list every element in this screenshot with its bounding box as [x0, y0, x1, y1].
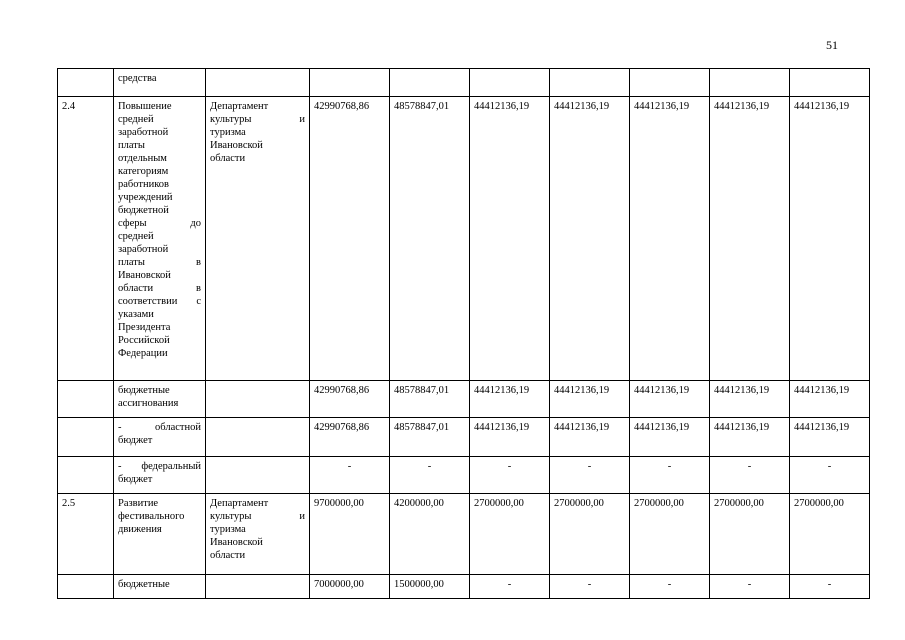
cell-amount: - [790, 457, 870, 494]
cell-amount [550, 69, 630, 97]
cell-amount: 48578847,01 [390, 97, 470, 381]
table-row [58, 457, 870, 494]
department-line: Департамент [210, 498, 269, 509]
table-row [58, 97, 870, 381]
name-line: учреждений [118, 192, 173, 203]
cell-item-name [114, 69, 206, 97]
cell-amount: 44412136,19 [710, 97, 790, 381]
table-row [58, 575, 870, 599]
cell-department [206, 494, 310, 575]
cell-amount: - [710, 575, 790, 599]
name-line: - областной [118, 422, 201, 433]
cell-amount: 48578847,01 [390, 381, 470, 418]
table-row [58, 494, 870, 575]
cell-amount: - [470, 457, 550, 494]
name-line: платы в [118, 257, 201, 268]
name-line: фестивального [118, 511, 185, 522]
cell-amount: - [470, 575, 550, 599]
name-line: - федеральный [118, 461, 201, 472]
name-line: ассигнования [118, 398, 179, 409]
name-line: заработной [118, 244, 169, 255]
cell-amount [390, 69, 470, 97]
cell-amount: 44412136,19 [550, 381, 630, 418]
department-line: области [210, 153, 246, 164]
cell-item-name [114, 97, 206, 381]
name-line: указами [118, 309, 154, 320]
cell-amount: - [630, 575, 710, 599]
cell-amount: 9700000,00 [310, 494, 390, 575]
name-line: отдельным [118, 153, 167, 164]
name-line: бюджет [118, 474, 153, 485]
name-line: Развитие [118, 498, 159, 509]
department-line: туризма [210, 127, 246, 138]
cell-item-number: 2.5 [58, 494, 114, 575]
cell-item-name [114, 457, 206, 494]
name-line: бюджет [118, 435, 153, 446]
cell-amount: 2700000,00 [630, 494, 710, 575]
cell-amount: 2700000,00 [550, 494, 630, 575]
page-number: 51 [826, 38, 838, 52]
table-row [58, 418, 870, 457]
name-line: Президента [118, 322, 171, 333]
cell-amount: 44412136,19 [550, 418, 630, 457]
cell-item-number [58, 418, 114, 457]
name-line: движения [118, 524, 162, 535]
department-line: Департамент [210, 101, 269, 112]
cell-amount: 42990768,86 [310, 418, 390, 457]
cell-amount: 44412136,19 [790, 97, 870, 381]
department-line: Ивановской [210, 537, 263, 548]
table-row [58, 69, 870, 97]
name-line: Федерации [118, 348, 168, 359]
cell-department [206, 418, 310, 457]
name-line: бюджетной [118, 205, 169, 216]
name-line: Российской [118, 335, 170, 346]
cell-department [206, 575, 310, 599]
cell-amount: - [710, 457, 790, 494]
department-line: области [210, 550, 246, 561]
cell-amount: 44412136,19 [710, 381, 790, 418]
department-line: культуры и [210, 114, 305, 125]
name-line: средней [118, 231, 154, 242]
cell-amount: 44412136,19 [470, 97, 550, 381]
name-line: средней [118, 114, 154, 125]
cell-amount: 44412136,19 [630, 381, 710, 418]
budget-table [57, 68, 870, 599]
table-row [58, 381, 870, 418]
cell-amount: 44412136,19 [790, 418, 870, 457]
department-line: Ивановской [210, 140, 263, 151]
cell-amount: 44412136,19 [630, 97, 710, 381]
name-line: бюджетные [118, 579, 170, 590]
name-line: Повышение [118, 101, 172, 112]
cell-item-number [58, 69, 114, 97]
cell-amount: 44412136,19 [470, 381, 550, 418]
cell-amount [470, 69, 550, 97]
cell-amount: 44412136,19 [710, 418, 790, 457]
cell-amount: 1500000,00 [390, 575, 470, 599]
cell-amount: 48578847,01 [390, 418, 470, 457]
cell-item-number [58, 575, 114, 599]
cell-item-name [114, 575, 206, 599]
name-line: соответствии с [118, 296, 201, 307]
cell-amount: 42990768,86 [310, 381, 390, 418]
cell-amount: - [390, 457, 470, 494]
cell-amount: - [630, 457, 710, 494]
cell-item-number [58, 381, 114, 418]
cell-amount: 2700000,00 [470, 494, 550, 575]
name-line: заработной [118, 127, 169, 138]
cell-amount: 44412136,19 [470, 418, 550, 457]
name-line: бюджетные [118, 385, 170, 396]
name-line: сферы до [118, 218, 201, 229]
cell-item-name [114, 418, 206, 457]
cell-amount: - [790, 575, 870, 599]
name-line: категориям [118, 166, 169, 177]
cell-amount: - [550, 575, 630, 599]
cell-department [206, 381, 310, 418]
cell-amount: 44412136,19 [630, 418, 710, 457]
name-line: Ивановской [118, 270, 171, 281]
cell-amount: 2700000,00 [710, 494, 790, 575]
cell-amount: 44412136,19 [550, 97, 630, 381]
cell-amount [790, 69, 870, 97]
cell-item-name [114, 494, 206, 575]
cell-amount: - [310, 457, 390, 494]
cell-department [206, 97, 310, 381]
cell-item-name [114, 381, 206, 418]
table-body [58, 69, 870, 599]
name-line: средства [118, 73, 157, 84]
cell-amount: 2700000,00 [790, 494, 870, 575]
name-line: платы [118, 140, 145, 151]
cell-item-number [58, 457, 114, 494]
cell-amount: 42990768,86 [310, 97, 390, 381]
cell-amount: 44412136,19 [790, 381, 870, 418]
cell-amount: - [550, 457, 630, 494]
cell-amount: 7000000,00 [310, 575, 390, 599]
name-line: работников [118, 179, 169, 190]
cell-item-number: 2.4 [58, 97, 114, 381]
cell-department [206, 69, 310, 97]
department-line: культуры и [210, 511, 305, 522]
cell-amount [630, 69, 710, 97]
cell-amount [710, 69, 790, 97]
department-line: туризма [210, 524, 246, 535]
cell-department [206, 457, 310, 494]
cell-amount: 4200000,00 [390, 494, 470, 575]
cell-amount [310, 69, 390, 97]
name-line: области в [118, 283, 201, 294]
